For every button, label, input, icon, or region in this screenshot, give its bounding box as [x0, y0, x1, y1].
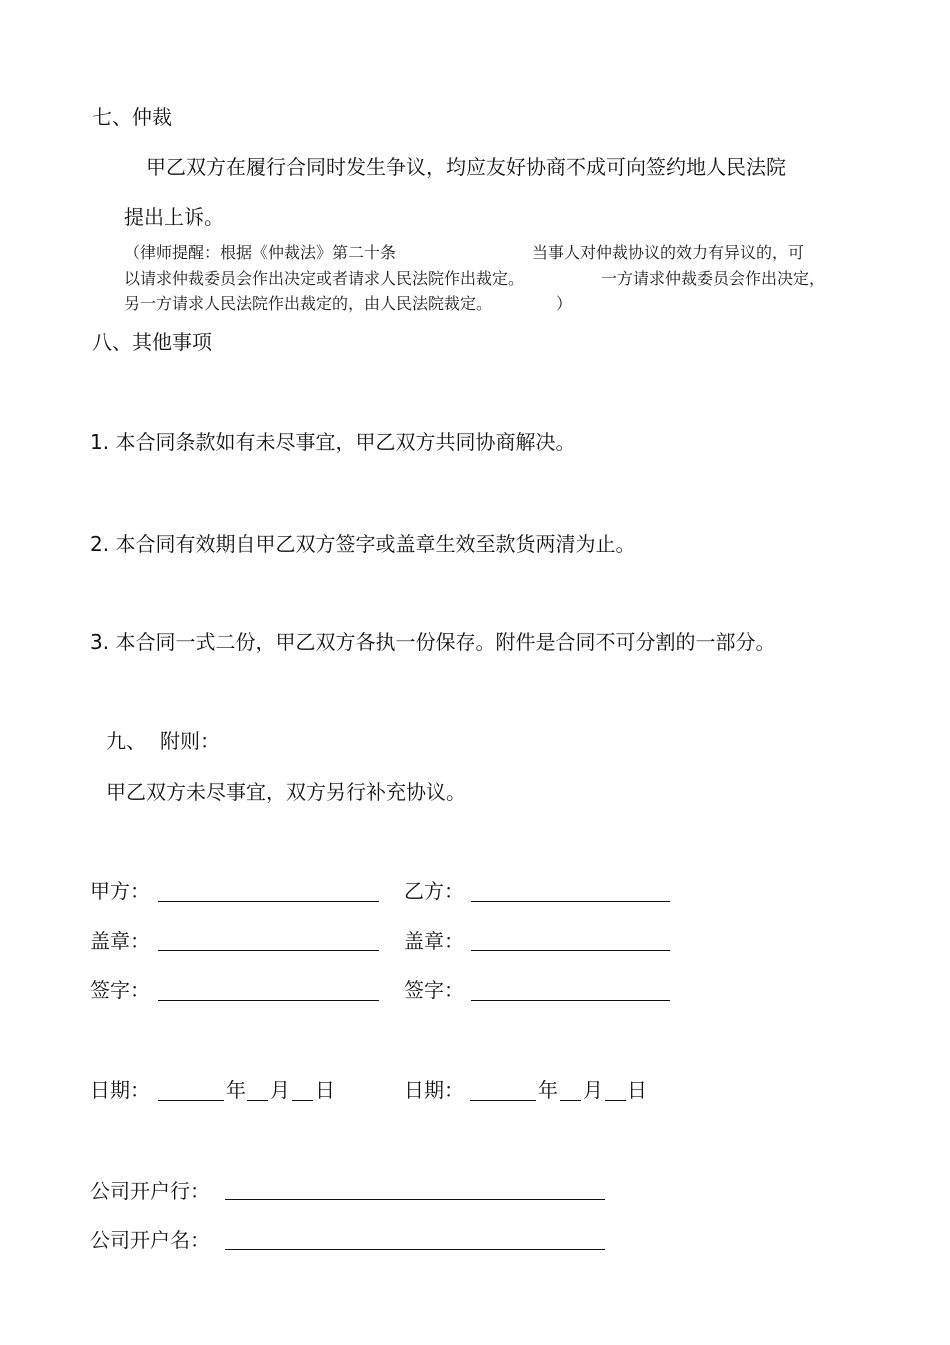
account-name-label: 公司开户名：: [90, 1228, 210, 1252]
party-b-label: 乙方：: [404, 879, 464, 903]
party-b-month-label: 月: [583, 1078, 603, 1102]
party-b-year-label: 年: [538, 1078, 558, 1102]
party-b-seal-blank[interactable]: [471, 950, 670, 951]
party-a-sign-label: 签字：: [90, 978, 150, 1002]
party-a-day-blank[interactable]: [292, 1100, 313, 1101]
section9-paragraph: 甲乙双方未尽事宜，双方另行补充协议。: [106, 780, 466, 804]
lawyer-note-line2b: 一方请求仲裁委员会作出决定，: [601, 269, 826, 288]
party-a-date-label: 日期：: [90, 1078, 150, 1102]
bank-blank[interactable]: [225, 1199, 605, 1200]
party-a-blank[interactable]: [158, 901, 379, 902]
party-b-day-blank[interactable]: [605, 1100, 626, 1101]
party-a-seal-label: 盖章：: [90, 929, 150, 953]
section8-heading: 八、其他事项: [92, 330, 212, 354]
party-b-blank[interactable]: [471, 901, 670, 902]
account-name-blank[interactable]: [225, 1249, 605, 1250]
list-item: 3. 本合同一式二份，甲乙双方各执一份保存。附件是合同不可分割的一部分。: [90, 630, 776, 654]
party-a-sign-blank[interactable]: [158, 1000, 379, 1001]
party-b-date-label: 日期：: [404, 1078, 464, 1102]
bank-label: 公司开户行：: [90, 1179, 210, 1203]
party-a-year-blank[interactable]: [158, 1100, 224, 1101]
party-a-month-blank[interactable]: [247, 1100, 268, 1101]
section7-paragraph-line2: 提出上诉。: [124, 205, 224, 229]
party-b-year-blank[interactable]: [470, 1100, 536, 1101]
list-item: 2. 本合同有效期自甲乙双方签字或盖章生效至款货两清为止。: [90, 532, 636, 556]
section7-heading: 七、仲裁: [92, 105, 172, 129]
party-a-seal-blank[interactable]: [158, 950, 379, 951]
party-b-month-blank[interactable]: [560, 1100, 581, 1101]
party-b-sign-blank[interactable]: [471, 1000, 670, 1001]
lawyer-note-line1b: 当事人对仲裁协议的效力有异议的，可: [532, 243, 805, 262]
section7-paragraph-line1: 甲乙双方在履行合同时发生争议，均应友好协商不成可向签约地人民法院: [146, 155, 786, 179]
lawyer-note-line1a: （律师提醒：根据《仲裁法》第二十条: [124, 243, 397, 262]
party-b-sign-label: 签字：: [404, 978, 464, 1002]
party-b-day-label: 日: [627, 1078, 647, 1102]
section9-heading-title: 附则：: [160, 729, 220, 753]
party-a-month-label: 月: [270, 1078, 290, 1102]
list-item: 1. 本合同条款如有未尽事宜，甲乙双方共同协商解决。: [90, 430, 576, 454]
party-a-day-label: 日: [315, 1078, 335, 1102]
lawyer-note-line2a: 以请求仲裁委员会作出决定或者请求人民法院作出裁定。: [124, 269, 525, 288]
party-a-label: 甲方：: [90, 879, 150, 903]
party-b-seal-label: 盖章：: [404, 929, 464, 953]
lawyer-note-line3a: 另一方请求人民法院作出裁定的，由人民法院裁定。: [124, 294, 493, 313]
section9-heading-number: 九、: [106, 729, 146, 753]
party-a-year-label: 年: [226, 1078, 246, 1102]
lawyer-note-line3b: ）: [556, 294, 573, 313]
